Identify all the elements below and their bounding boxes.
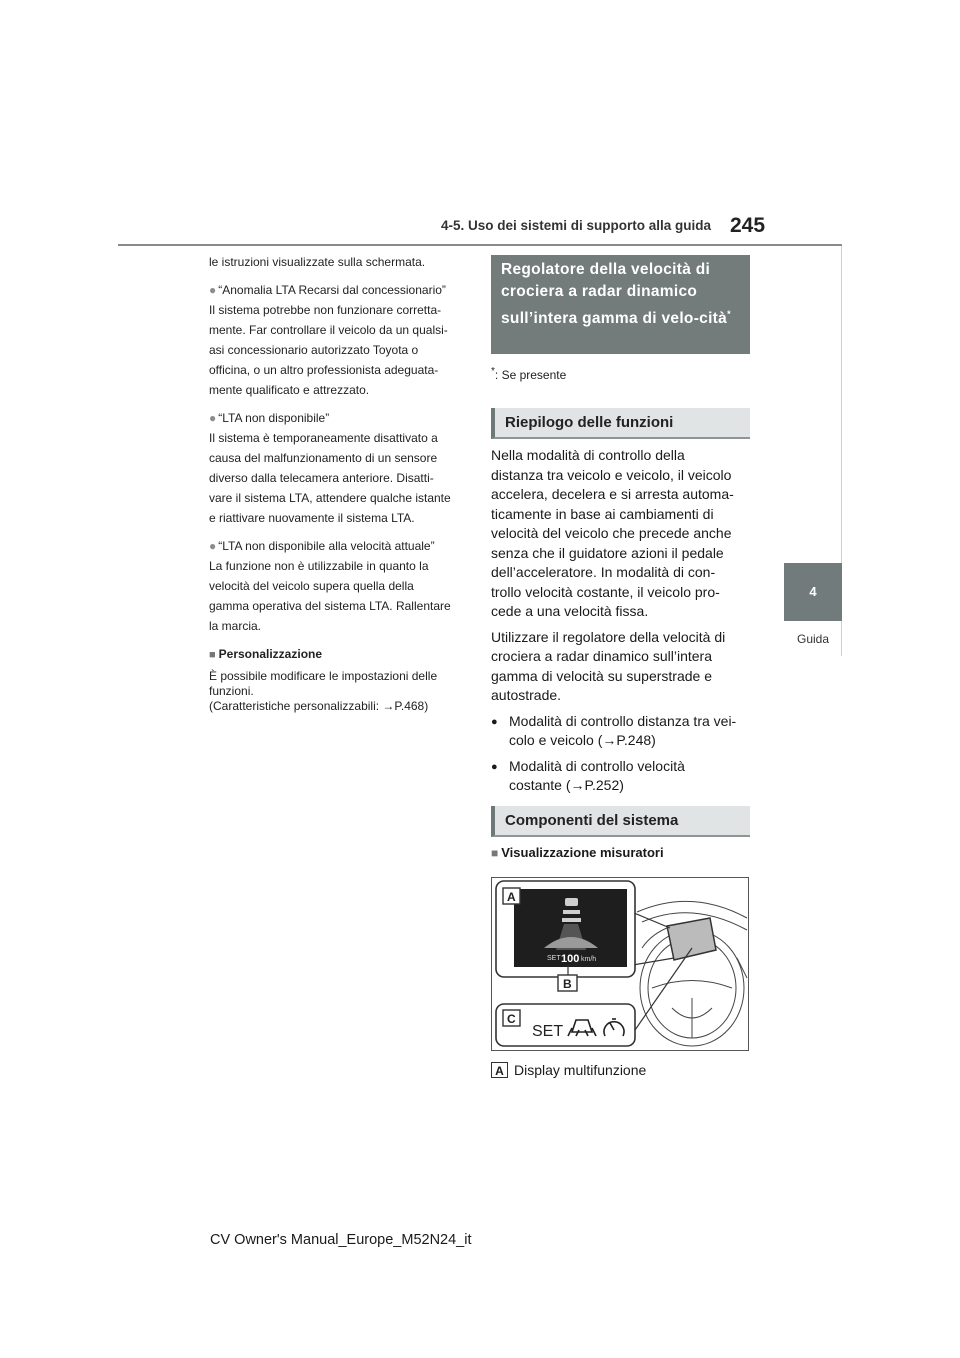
intro-text: le istruzioni visualizzate sulla schermata. xyxy=(209,255,426,269)
message-line: diverso dalla telecamera anteriore. Disatti- xyxy=(209,471,434,485)
svg-text:A: A xyxy=(507,890,516,904)
svg-text:B: B xyxy=(563,977,572,991)
page-number: 245 xyxy=(730,214,766,237)
svg-text:C: C xyxy=(507,1012,516,1026)
bullet-icon: ● xyxy=(209,539,217,553)
message-line: e riattivare nuovamente il sistema LTA. xyxy=(209,511,415,525)
chapter-tab: 4 xyxy=(784,563,842,621)
message-title: ● “LTA non disponibile alla velocità attuale” xyxy=(209,539,435,553)
message-line: La funzione non è utilizzabile in quanto la xyxy=(209,559,429,573)
customization-line: È possibile modificare le impostazioni delle xyxy=(209,669,438,683)
list-item[interactable]: ● Modalità di controllo distanza tra vei- colo e veicolo (→P.248) xyxy=(491,712,750,751)
footer-text: CV Owner's Manual_Europe_M52N24_it xyxy=(210,1232,472,1248)
meter-display-figure xyxy=(491,877,749,1051)
customization-link[interactable]: (Caratteristiche personalizzabili: →P.468) xyxy=(209,699,429,713)
dashboard-illustration xyxy=(492,878,748,1050)
message-line: gamma operativa del sistema LTA. Rallentare xyxy=(209,599,451,613)
footnote: *: Se presente xyxy=(491,366,567,382)
message-line: asi concessionario autorizzato Toyota o xyxy=(209,343,419,357)
chapter-label: Guida xyxy=(796,632,830,646)
square-bullet-icon: ■ xyxy=(491,846,499,860)
section-title: ■ Visualizzazione misuratori xyxy=(491,845,664,860)
square-bullet-icon: ■ xyxy=(209,649,216,661)
svg-text:SET: SET xyxy=(532,1023,564,1040)
main-heading: Regolatore della velocità di crociera a radar dinamico sull’intera gamma di velo-cità* xyxy=(491,255,750,354)
message-line: velocità del veicolo supera quella della xyxy=(209,579,414,593)
list-item[interactable]: ● Modalità di controllo velocità costante (→P.252) xyxy=(491,757,750,796)
svg-text:SET: SET xyxy=(547,955,561,962)
customization-title: ■ Personalizzazione xyxy=(209,647,323,661)
components-heading: Componenti del sistema xyxy=(491,806,750,837)
bullet-icon: ● xyxy=(209,283,217,297)
paragraph: Nella modalità di controllo della distanza tra veicolo e veicolo, il veicolo accelera, decelera e si arresta automa- ticamente in base ai cambiamenti di velocità del veicolo che precede anche senza che il guidatore azioni il pedale dell’acceleratore. In modalità di con- trollo velocità costante, il veicolo pro- cede a una velocità fissa. xyxy=(491,447,734,619)
message-line: causa del malfunzionamento di un sensore xyxy=(209,451,438,465)
paragraph: Utilizzare il regolatore della velocità di crociera a radar dinamico sull’intera gamma di velocità su superstrade e autostrade. xyxy=(491,628,726,703)
message-line: mente. Far controllare il veicolo da un qualsi- xyxy=(209,323,448,337)
customization-line: funzioni. xyxy=(209,684,254,698)
figure-caption: A Display multifunzione xyxy=(491,1062,646,1078)
bullet-icon: ● xyxy=(491,715,498,728)
message-line: la marcia. xyxy=(209,619,262,633)
message-title: ● “LTA non disponibile” xyxy=(209,411,330,425)
message-line: vare il sistema LTA, attendere qualche istante xyxy=(209,491,451,505)
message-line: officina, o un altro professionista adeguata- xyxy=(209,363,439,377)
message-title: ● “Anomalia LTA Recarsi dal concessionario” xyxy=(209,283,446,297)
summary-body xyxy=(491,446,750,796)
svg-text:km/h: km/h xyxy=(581,956,597,963)
svg-text:100: 100 xyxy=(561,953,580,965)
message-line: Il sistema potrebbe non funzionare corretta- xyxy=(209,303,442,317)
left-column xyxy=(209,252,471,714)
message-line: Il sistema è temporaneamente disattivato a xyxy=(209,431,438,445)
bullet-icon: ● xyxy=(209,411,217,425)
summary-heading: Riepilogo delle funzioni xyxy=(491,408,750,439)
bullet-icon: ● xyxy=(491,760,498,773)
header-section-title: 4-5. Uso dei sistemi di supporto alla guida xyxy=(441,218,712,233)
message-line: mente qualificato e attrezzato. xyxy=(209,383,370,397)
label-a-box: A xyxy=(491,1062,508,1078)
header-rule xyxy=(118,244,842,246)
